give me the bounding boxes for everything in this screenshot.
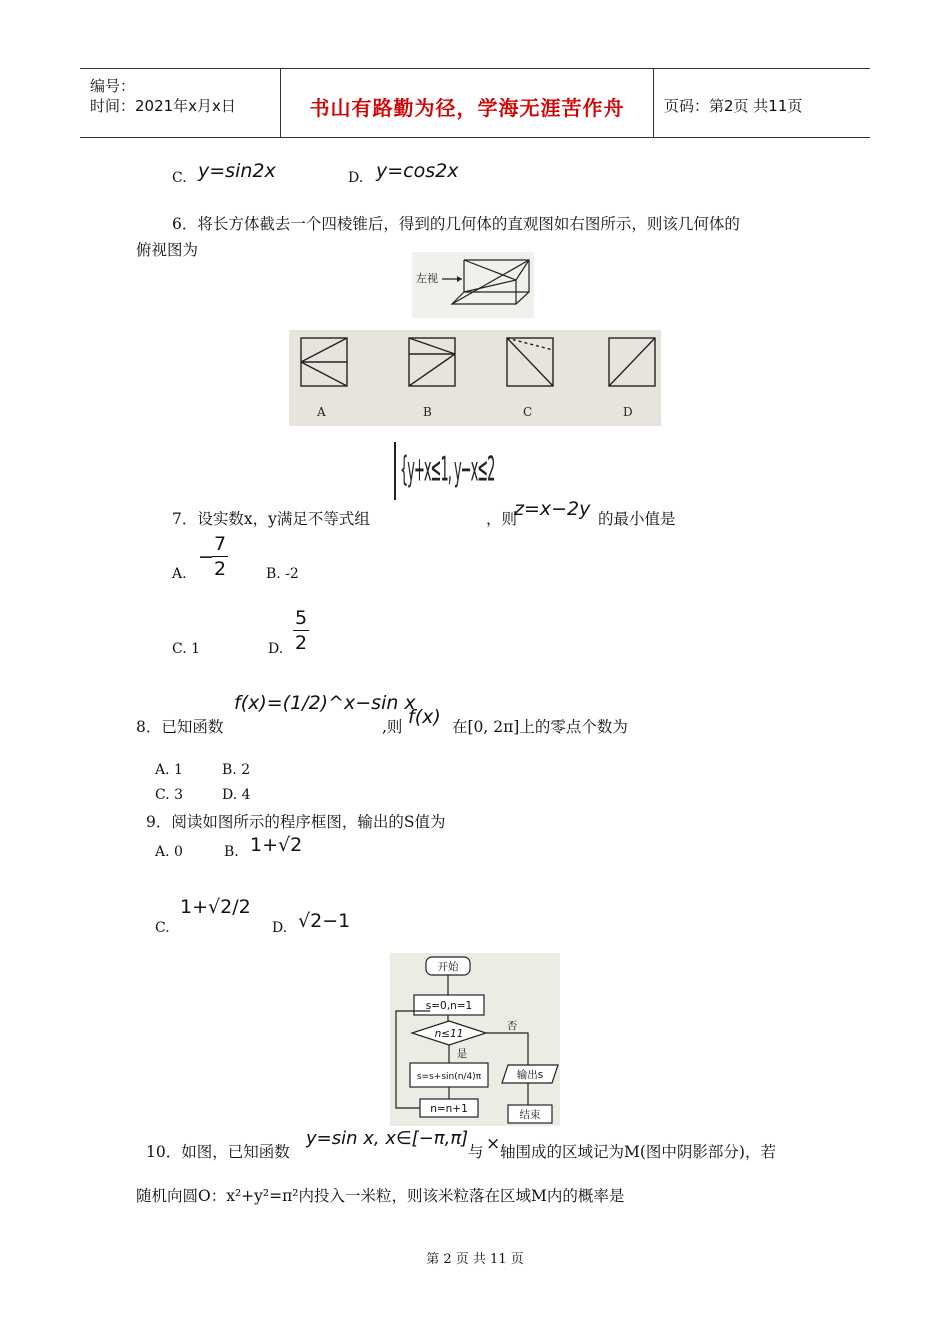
header-page-cell <box>654 69 870 137</box>
q9-flowchart <box>390 953 560 1126</box>
fraction-numerator: 7 <box>214 533 227 555</box>
q10-stem-suffix: 轴围成的区域记为M(图中阴影部分)，若 <box>500 1143 776 1161</box>
update-text: s=s+sin(n/4)π <box>416 1072 482 1082</box>
q8-option-d: D. 4 <box>222 787 251 803</box>
system-brace <box>394 442 396 500</box>
end-text: 结束 <box>519 1109 541 1121</box>
q9-option-d-label: D. <box>272 920 288 936</box>
q7-option-c: C. 1 <box>172 641 201 657</box>
q9-option-d-expr: √2−1 <box>298 910 351 932</box>
choice-d-label: D <box>623 405 633 419</box>
start-text: 开始 <box>437 961 459 973</box>
q7-stem-prefix: 7．设实数x，y满足不等式组 <box>172 510 370 528</box>
q10-stem-line2: 随机向圆O：x²+y²=π²内投入一米粒，则该米粒落在区域M内的概率是 <box>136 1187 625 1205</box>
q9-stem: 9．阅读如图所示的程序框图，输出的S值为 <box>146 813 446 831</box>
q7-inequality-system <box>394 438 495 520</box>
q7-option-a-fraction <box>212 532 228 581</box>
choice-b-square <box>409 338 455 386</box>
q7-objective: z=x−2y <box>514 498 591 520</box>
left-view-label: 左视 <box>416 272 438 285</box>
q7-option-d-fraction <box>293 606 309 655</box>
output-text: 输出s <box>516 1069 544 1081</box>
q6-solid-figure <box>412 252 534 318</box>
q9-option-c-label: C. <box>155 920 170 936</box>
system-text: {y+x≤1, y−x≤2 <box>400 452 495 491</box>
no-label: 否 <box>506 1020 518 1032</box>
q8-stem-suffix: 在[0, 2π]上的零点个数为 <box>452 718 628 736</box>
q7-stem-middle: ，则 <box>486 510 518 528</box>
q7-option-a-sign: − <box>198 546 214 568</box>
fraction-denominator: 2 <box>295 632 308 654</box>
q7-option-a-label: A. <box>172 566 187 582</box>
q10-stem-mid: 与 <box>468 1143 484 1161</box>
q5-option-c-expr: y=sin2x <box>198 160 276 182</box>
condition-text: n≤11 <box>434 1028 464 1040</box>
q8-option-a: A. 1 <box>155 762 183 778</box>
q9-option-a: A. 0 <box>155 844 183 860</box>
q6-choices-panel <box>289 330 661 426</box>
q8-option-c: C. 3 <box>155 787 184 803</box>
date-label: 时间：2021年x月x日 <box>90 97 236 115</box>
q10-axis-symbol: × <box>486 1134 501 1154</box>
q5-option-c-label: C. <box>172 170 187 186</box>
q5-option-d-label: D. <box>348 170 364 186</box>
header-meta-cell <box>80 69 281 137</box>
document-header <box>80 68 870 138</box>
q8-stem-prefix: 8．已知函数 <box>136 718 224 736</box>
choice-b-label: B <box>423 405 432 419</box>
increment-text: n=n+1 <box>430 1103 468 1115</box>
q9-option-b-expr: 1+√2 <box>250 834 303 856</box>
q5-option-d-expr: y=cos2x <box>376 160 459 182</box>
init-text: s=0,n=1 <box>425 1000 473 1012</box>
q6-choices-svg <box>289 330 661 426</box>
choice-c-label: C <box>523 405 533 419</box>
q7-option-d-label: D. <box>268 641 284 657</box>
number-label: 编号： <box>90 77 136 95</box>
yes-label: 是 <box>456 1048 468 1060</box>
q9-option-b-label: B. <box>224 844 239 860</box>
fraction-numerator: 5 <box>295 607 308 629</box>
q8-fx: f(x) <box>408 706 441 728</box>
motto-text: 书山有路勤为径，学海无涯苦作舟 <box>309 96 625 120</box>
q9-option-c-expr: 1+√2/2 <box>180 896 251 918</box>
q8-option-b: B. 2 <box>222 762 251 778</box>
page-info: 页码：第2页 共11页 <box>664 97 803 115</box>
q8-stem-mid: ,则 <box>382 718 403 736</box>
page-footer: 第 2 页 共 11 页 <box>426 1252 524 1267</box>
q10-function: y=sin x, x∈[−π,π] <box>306 1128 469 1149</box>
q10-stem-prefix: 10．如图，已知函数 <box>146 1143 290 1161</box>
q7-option-b: B. -2 <box>266 566 299 582</box>
q8-function: f(x)=(1/2)^x−sin x <box>234 692 416 714</box>
choice-a-label: A <box>317 405 326 419</box>
header-motto-cell <box>281 69 654 137</box>
fraction-denominator: 2 <box>214 558 227 580</box>
q6-stem-line1: 6．将长方体截去一个四棱锥后，得到的几何体的直观图如右图所示，则该几何体的 <box>172 215 740 233</box>
q7-stem-suffix: 的最小值是 <box>598 510 676 528</box>
q6-stem-line2: 俯视图为 <box>136 241 199 259</box>
